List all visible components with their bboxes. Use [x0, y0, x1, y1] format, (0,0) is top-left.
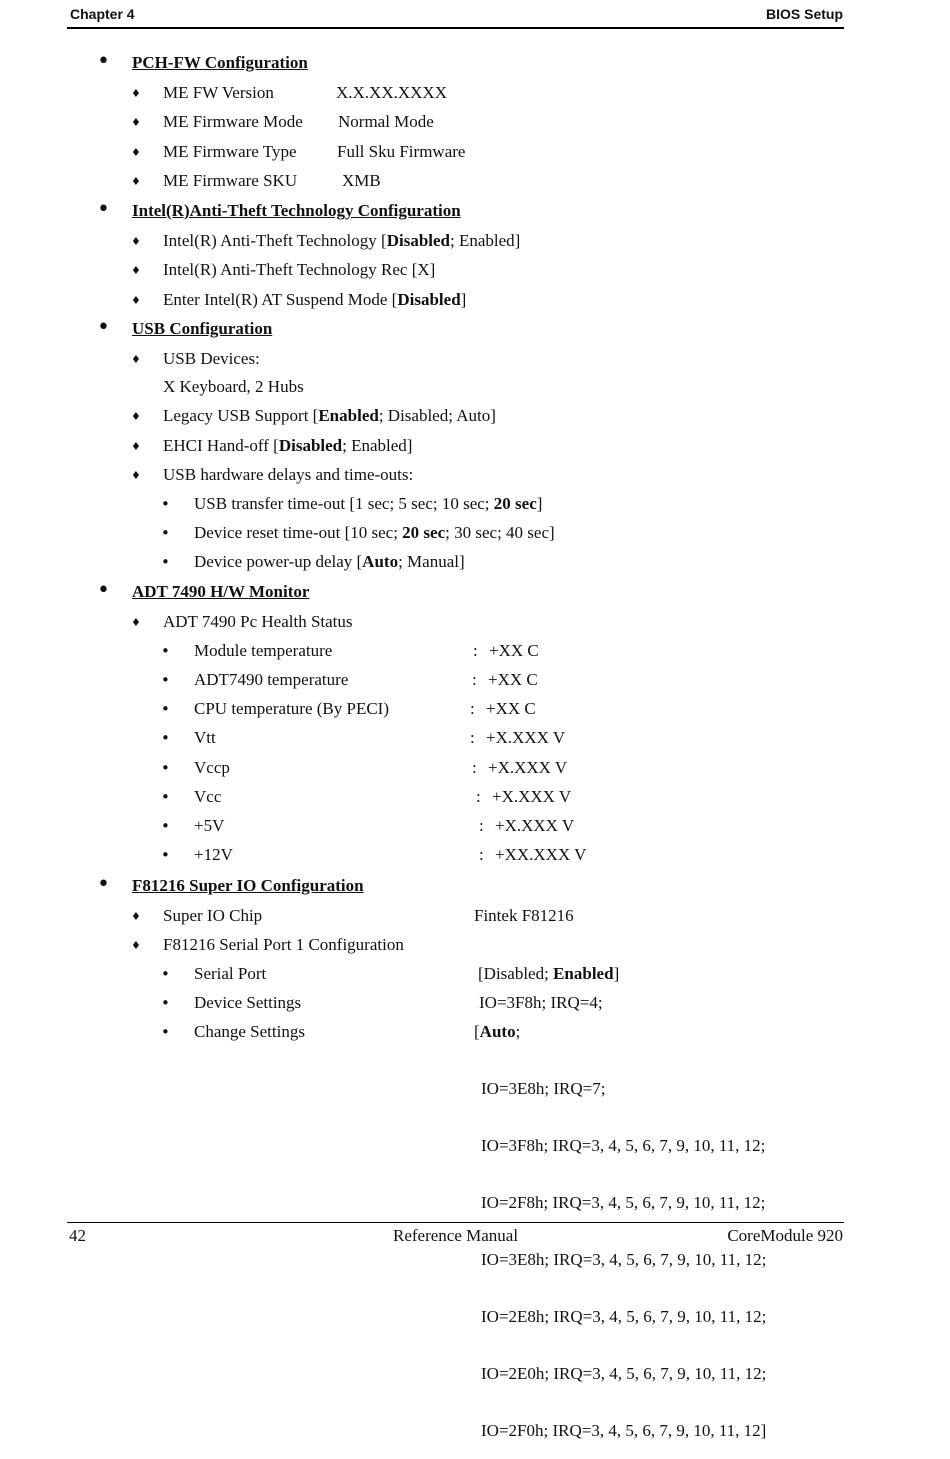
- usb-devices-label: USB Devices:: [163, 349, 260, 368]
- footer-rule: [67, 1222, 844, 1223]
- section-title-superio: F81216 Super IO Configuration: [132, 876, 364, 895]
- section-bullet: •: [97, 872, 110, 897]
- header-rule: [67, 27, 844, 29]
- item-bullet: ♦: [131, 175, 141, 188]
- vtt-label: Vtt: [194, 728, 216, 747]
- section-title-antitheft: Intel(R)Anti-Theft Technology Configuration: [132, 201, 461, 220]
- sub-bullet: •: [161, 759, 170, 777]
- item-bullet: ♦: [131, 116, 141, 129]
- sub-bullet: •: [161, 553, 170, 571]
- serial-port-label: Serial Port: [194, 964, 267, 983]
- sub-bullet: •: [161, 495, 170, 513]
- colon: :: [479, 816, 484, 835]
- colon: :: [470, 728, 475, 747]
- sub-bullet: •: [161, 994, 170, 1012]
- adt-health-status-label: ADT 7490 Pc Health Status: [163, 612, 353, 631]
- sub-bullet: •: [161, 965, 170, 983]
- item-bullet: ♦: [131, 440, 141, 453]
- ehci-hand-off-option: EHCI Hand-off [Disabled; Enabled]: [163, 436, 413, 455]
- change-settings-options: [481, 1041, 766, 1459]
- cpu-temperature-value: +XX C: [486, 699, 536, 718]
- device-settings-label: Device Settings: [194, 993, 302, 1012]
- sub-bullet: •: [161, 817, 170, 835]
- change-settings-option: IO=2E0h; IRQ=3, 4, 5, 6, 7, 9, 10, 11, 12;: [481, 1364, 767, 1383]
- section-bullet: •: [97, 49, 110, 74]
- vtt-value: +X.XXX V: [486, 728, 566, 747]
- device-powerup-delay-option: Device power-up delay [Auto; Manual]: [194, 552, 465, 571]
- item-bullet: ♦: [131, 410, 141, 423]
- plus-12v-value: +XX.XXX V: [495, 845, 587, 864]
- me-fw-version-value: X.X.XX.XXXX: [336, 83, 447, 102]
- footer-page-number: 42: [69, 1226, 86, 1245]
- me-firmware-mode-label: ME Firmware Mode: [163, 112, 303, 131]
- me-firmware-type-value: Full Sku Firmware: [337, 142, 466, 161]
- item-bullet: ♦: [131, 910, 141, 923]
- legacy-usb-support-option: Legacy USB Support [Enabled; Disabled; Auto]: [163, 406, 496, 425]
- section-title-adt: ADT 7490 H/W Monitor: [132, 582, 310, 601]
- change-settings-first-line: [Auto;: [474, 1022, 521, 1041]
- item-bullet: ♦: [131, 264, 141, 277]
- vccp-value: +X.XXX V: [488, 758, 568, 777]
- colon: :: [472, 758, 477, 777]
- serial-port-config-label: F81216 Serial Port 1 Configuration: [163, 935, 404, 954]
- change-settings-label: Change Settings: [194, 1022, 305, 1041]
- section-title-usb: USB Configuration: [132, 319, 273, 338]
- colon: :: [479, 845, 484, 864]
- change-settings-option: IO=3E8h; IRQ=7;: [481, 1079, 606, 1098]
- super-io-chip-label: Super IO Chip: [163, 906, 263, 925]
- colon: :: [476, 787, 481, 806]
- at-suspend-mode-option: Enter Intel(R) AT Suspend Mode [Disabled]: [163, 290, 467, 309]
- vcc-label: Vcc: [194, 787, 222, 806]
- change-settings-option: IO=2F8h; IRQ=3, 4, 5, 6, 7, 9, 10, 11, 12;: [481, 1193, 766, 1212]
- section-bullet: •: [97, 578, 110, 603]
- plus-5v-label: +5V: [194, 816, 225, 835]
- footer-title: Reference Manual: [393, 1226, 519, 1245]
- colon: :: [470, 699, 475, 718]
- header-section: BIOS Setup: [765, 6, 843, 22]
- footer-product: CoreModule 920: [727, 1226, 843, 1245]
- sub-bullet: •: [161, 846, 170, 864]
- me-fw-version-label: ME FW Version: [163, 83, 274, 102]
- vcc-value: +X.XXX V: [492, 787, 572, 806]
- section-bullet: •: [97, 315, 110, 340]
- change-settings-option: IO=3F8h; IRQ=3, 4, 5, 6, 7, 9, 10, 11, 12;: [481, 1136, 766, 1155]
- me-firmware-mode-value: Normal Mode: [338, 112, 434, 131]
- usb-devices-value: X Keyboard, 2 Hubs: [163, 377, 304, 396]
- sub-bullet: •: [161, 524, 170, 542]
- plus-12v-label: +12V: [194, 845, 233, 864]
- device-reset-timeout-option: Device reset time-out [10 sec; 20 sec; 30 sec; 40 sec]: [194, 523, 555, 542]
- module-temperature-label: Module temperature: [194, 641, 333, 660]
- item-bullet: ♦: [131, 146, 141, 159]
- anti-theft-technology-option: Intel(R) Anti-Theft Technology [Disabled; Enabled]: [163, 231, 521, 250]
- sub-bullet: •: [161, 700, 170, 718]
- usb-delays-label: USB hardware delays and time-outs:: [163, 465, 414, 484]
- anti-theft-rec-option: Intel(R) Anti-Theft Technology Rec [X]: [163, 260, 436, 279]
- item-bullet: ♦: [131, 939, 141, 952]
- sub-bullet: •: [161, 642, 170, 660]
- colon: :: [473, 641, 478, 660]
- sub-bullet: •: [161, 729, 170, 747]
- module-temperature-value: +XX C: [489, 641, 539, 660]
- serial-port-value: [Disabled; Enabled]: [478, 964, 620, 983]
- adt7490-temperature-label: ADT7490 temperature: [194, 670, 349, 689]
- device-settings-value: IO=3F8h; IRQ=4;: [479, 993, 603, 1012]
- plus-5v-value: +X.XXX V: [495, 816, 575, 835]
- change-settings-option: IO=2E8h; IRQ=3, 4, 5, 6, 7, 9, 10, 11, 12;: [481, 1307, 767, 1326]
- me-firmware-type-label: ME Firmware Type: [163, 142, 297, 161]
- me-firmware-sku-value: XMB: [342, 171, 381, 190]
- item-bullet: ♦: [131, 616, 141, 629]
- cpu-temperature-label: CPU temperature (By PECI): [194, 699, 389, 718]
- item-bullet: ♦: [131, 235, 141, 248]
- header-chapter: Chapter 4: [70, 6, 135, 22]
- adt7490-temperature-value: +XX C: [488, 670, 538, 689]
- vccp-label: Vccp: [194, 758, 230, 777]
- colon: :: [472, 670, 477, 689]
- sub-bullet: •: [161, 1023, 170, 1041]
- usb-transfer-timeout-option: USB transfer time-out [1 sec; 5 sec; 10 sec; 20 sec]: [194, 494, 543, 513]
- sub-bullet: •: [161, 788, 170, 806]
- sub-bullet: •: [161, 671, 170, 689]
- change-settings-option: IO=2F0h; IRQ=3, 4, 5, 6, 7, 9, 10, 11, 12]: [481, 1421, 767, 1440]
- change-settings-option: IO=3E8h; IRQ=3, 4, 5, 6, 7, 9, 10, 11, 12;: [481, 1250, 767, 1269]
- item-bullet: ♦: [131, 87, 141, 100]
- me-firmware-sku-label: ME Firmware SKU: [163, 171, 298, 190]
- item-bullet: ♦: [131, 469, 141, 482]
- item-bullet: ♦: [131, 353, 141, 366]
- item-bullet: ♦: [131, 294, 141, 307]
- section-bullet: •: [97, 197, 110, 222]
- super-io-chip-value: Fintek F81216: [474, 906, 574, 925]
- section-title-pchfw: PCH-FW Configuration: [132, 53, 308, 72]
